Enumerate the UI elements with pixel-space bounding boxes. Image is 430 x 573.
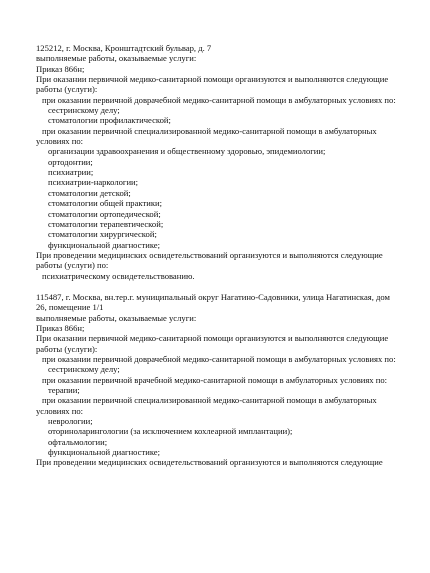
subsection-heading: при оказании первичной доврачебной медико-санитарной помощи в амбулаторных условиях по:: [42, 353, 396, 364]
service-item: функциональной диагностике;: [48, 447, 161, 458]
section-heading: При проведении медицинских освидетельствований организуются и выполняются следующие: [36, 457, 383, 468]
service-item: сестринскому делу;: [48, 105, 120, 116]
service-item: функциональной диагностике;: [48, 239, 161, 250]
order-reference: Приказ 866н;: [36, 322, 85, 333]
address-line: 115487, г. Москва, вн.тер.г. муниципальный округ Нагатино-Садовники, улица Нагатинская, дом 26, помещение 1/1: [36, 291, 390, 313]
service-item: неврологии;: [48, 416, 93, 427]
service-item: стоматологии общей практики;: [48, 198, 162, 209]
service-item: психиатрии-наркологии;: [48, 177, 139, 188]
section-heading: При оказании первичной медико-санитарной помощи организуются и выполняются следующие работы (услуги):: [36, 333, 389, 354]
document-page: [36, 43, 426, 468]
section-heading: При проведении медицинских освидетельствований организуются и выполняются следующие работы (услуги) по:: [36, 249, 383, 271]
service-item: стоматологии терапевтической;: [48, 218, 164, 229]
address-block-1: [36, 43, 426, 281]
service-item: стоматологии хирургической;: [48, 229, 157, 240]
services-heading: выполняемые работы, оказываемые услуги:: [36, 312, 197, 323]
service-item: ортодонтии;: [48, 156, 93, 167]
service-item: стоматологии детской;: [48, 187, 131, 198]
section-heading: При оказании первичной медико-санитарной помощи организуются и выполняются следующие работы (услуги):: [36, 74, 389, 95]
service-item: стоматологии ортопедической;: [48, 208, 161, 219]
subsection-heading: при оказании первичной врачебной медико-санитарной помощи в амбулаторных условиях по:: [42, 374, 388, 385]
service-item: офтальмологии;: [48, 436, 108, 447]
address-line: 125212, г. Москва, Кронштадтский бульвар, д. 7: [36, 43, 212, 53]
order-reference: Приказ 866н;: [36, 63, 85, 74]
subsection-heading: при оказании первичной доврачебной медико-санитарной помощи в амбулаторных условиях по:: [42, 94, 396, 105]
service-item: терапии;: [48, 385, 80, 395]
subsection-heading: при оказании первичной специализированной медико-санитарной помощи в амбулаторных условиях по:: [36, 395, 377, 416]
service-item: оториноларингологии (за исключением кохлеарной имплантации);: [48, 426, 293, 437]
service-item: стоматологии профилактической;: [48, 115, 171, 126]
service-item: организации здравоохранения и общественному здоровью, эпидемиологии;: [48, 146, 326, 157]
address-block-2: [36, 292, 426, 468]
service-item: психиатрии;: [48, 167, 94, 178]
services-heading: выполняемые работы, оказываемые услуги:: [36, 53, 197, 64]
subsection-heading: при оказании первичной специализированной медико-санитарной помощи в амбулаторных условиях по:: [36, 125, 377, 147]
service-item: психиатрическому освидетельствованию.: [42, 270, 195, 281]
service-item: сестринскому делу;: [48, 364, 120, 375]
